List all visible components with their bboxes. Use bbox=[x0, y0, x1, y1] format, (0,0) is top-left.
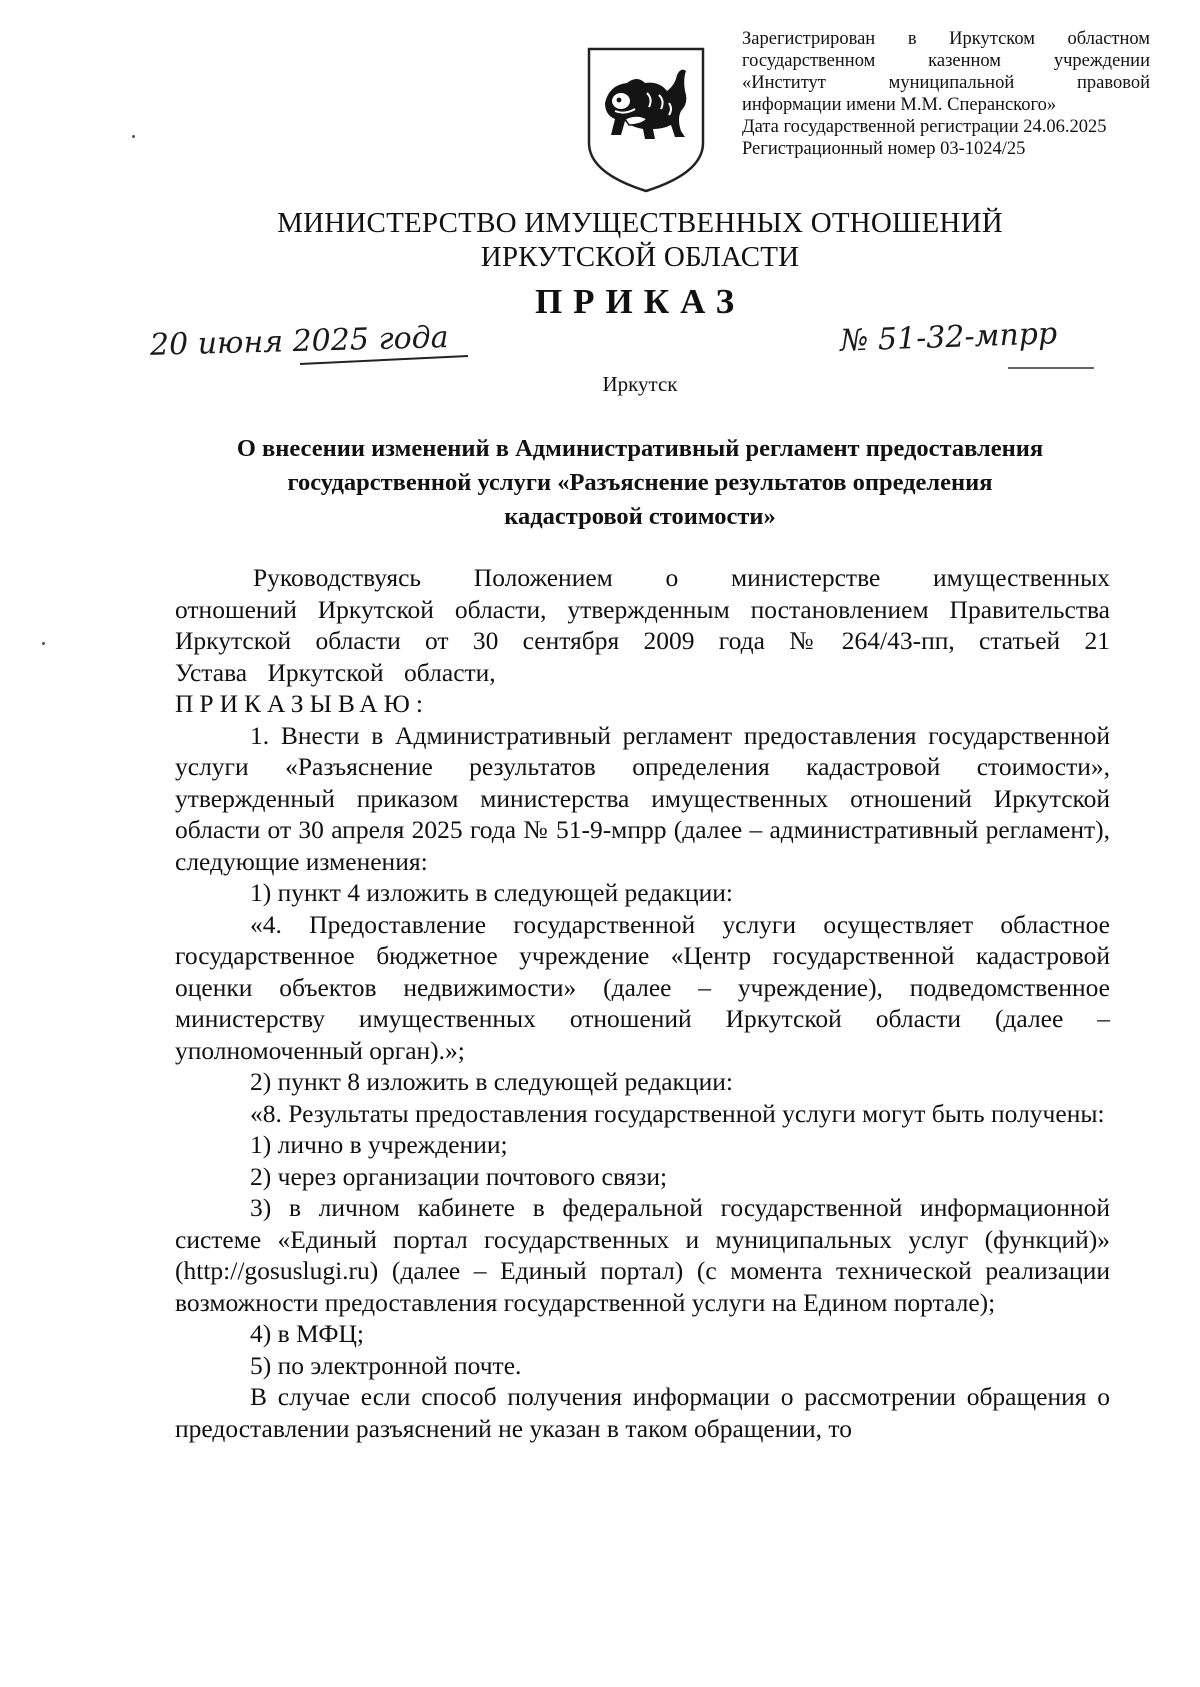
clause-paragraph: «4. Предоставление государственной услуги осуществляет областное государственное бюджетное учреждение «Центр государственной кадастровой оценки объектов недвижимости» (далее – учреждение), подведомственное министерству имущественных отношений Иркутской области (далее – уполномоченный орган).»; bbox=[175, 909, 1110, 1065]
order-directive: ПРИКАЗЫВАЮ: bbox=[175, 689, 429, 718]
registration-stamp bbox=[742, 28, 1150, 160]
registration-line: государственном казенном учреждении bbox=[742, 51, 1150, 71]
registration-line: «Институт муниципальной правовой bbox=[742, 73, 1150, 93]
order-body bbox=[175, 562, 1110, 1444]
clause-paragraph: В случае если способ получения информации о рассмотрении обращения о предоставлении разъяснений не указан в таком обращении, то bbox=[175, 1382, 1110, 1443]
clause-paragraph: «8. Результаты предоставления государственной услуги могут быть получены: bbox=[250, 1098, 1105, 1128]
clause-paragraph: 1. Внести в Административный регламент предоставления государственной услуги «Разъяснение результатов определения кадастровой стоимости», утвержденный приказом министерства имущественных отношений Иркутской области от 30 апреля 2025 года № 51-9-мпрр (далее – административный регламент), следующие изменения: bbox=[175, 720, 1110, 876]
registration-number: Регистрационный номер 03-1024/25 bbox=[742, 139, 1026, 159]
order-subject bbox=[160, 432, 1120, 534]
document-type: ПРИКАЗ bbox=[534, 282, 746, 321]
handwritten-date-text: 20 июня 2025 года bbox=[149, 320, 450, 363]
subject-line: государственной услуги «Разъяснение результатов определения bbox=[287, 469, 993, 496]
subject-line: О внесении изменений в Административный регламент предоставления bbox=[236, 435, 1044, 462]
list-item: 2) через организации почтового связи; bbox=[250, 1161, 668, 1191]
handwritten-underline bbox=[150, 320, 490, 372]
registration-date: Дата государственной регистрации 24.06.2025 bbox=[742, 117, 1107, 137]
list-item: 5) по электронной почте. bbox=[250, 1350, 522, 1380]
clause-paragraph: 1) пункт 4 изложить в следующей редакции: bbox=[250, 878, 733, 907]
handwritten-date bbox=[150, 320, 490, 372]
list-item: 3) в личном кабинете в федеральной государственной информационной системе «Единый портал государственных и муниципальных услуг (функций)» (http://gosuslugi.ru) (далее – Единый портал) (с момента технической реализации возможности предоставления государственной услуги на Едином портале); bbox=[175, 1193, 1110, 1317]
scan-speck bbox=[42, 642, 45, 645]
city: Иркутск bbox=[602, 372, 678, 396]
clause-paragraph: 2) пункт 8 изложить в следующей редакции: bbox=[250, 1067, 733, 1096]
ministry-line: МИНИСТЕРСТВО ИМУЩЕСТВЕННЫХ ОТНОШЕНИЙ bbox=[277, 207, 1003, 239]
list-item: 4) в МФЦ; bbox=[250, 1319, 365, 1348]
handwritten-number-text: № 51-32-мпрр bbox=[839, 316, 1058, 359]
ministry-name bbox=[200, 206, 1080, 274]
subject-line: кадастровой стоимости» bbox=[504, 503, 776, 530]
list-item: 1) лично в учреждении; bbox=[250, 1130, 508, 1159]
registration-line: информации имени М.М. Сперанского» bbox=[742, 95, 1057, 115]
scan-speck bbox=[132, 135, 135, 138]
ministry-line: ИРКУТСКОЙ ОБЛАСТИ bbox=[480, 241, 800, 273]
registration-line: Зарегистрирован в Иркутском областном bbox=[742, 29, 1150, 49]
preamble-paragraph: Руководствуясь Положением о министерстве имущественных отношений Иркутской области, утвержденным постановлением Правительства Иркутской области от 30 сентября 2009 года № 264/43-пп, статьей 21 Устава Иркутской области, bbox=[175, 563, 1110, 687]
irkutsk-coat-of-arms-icon bbox=[585, 45, 707, 195]
